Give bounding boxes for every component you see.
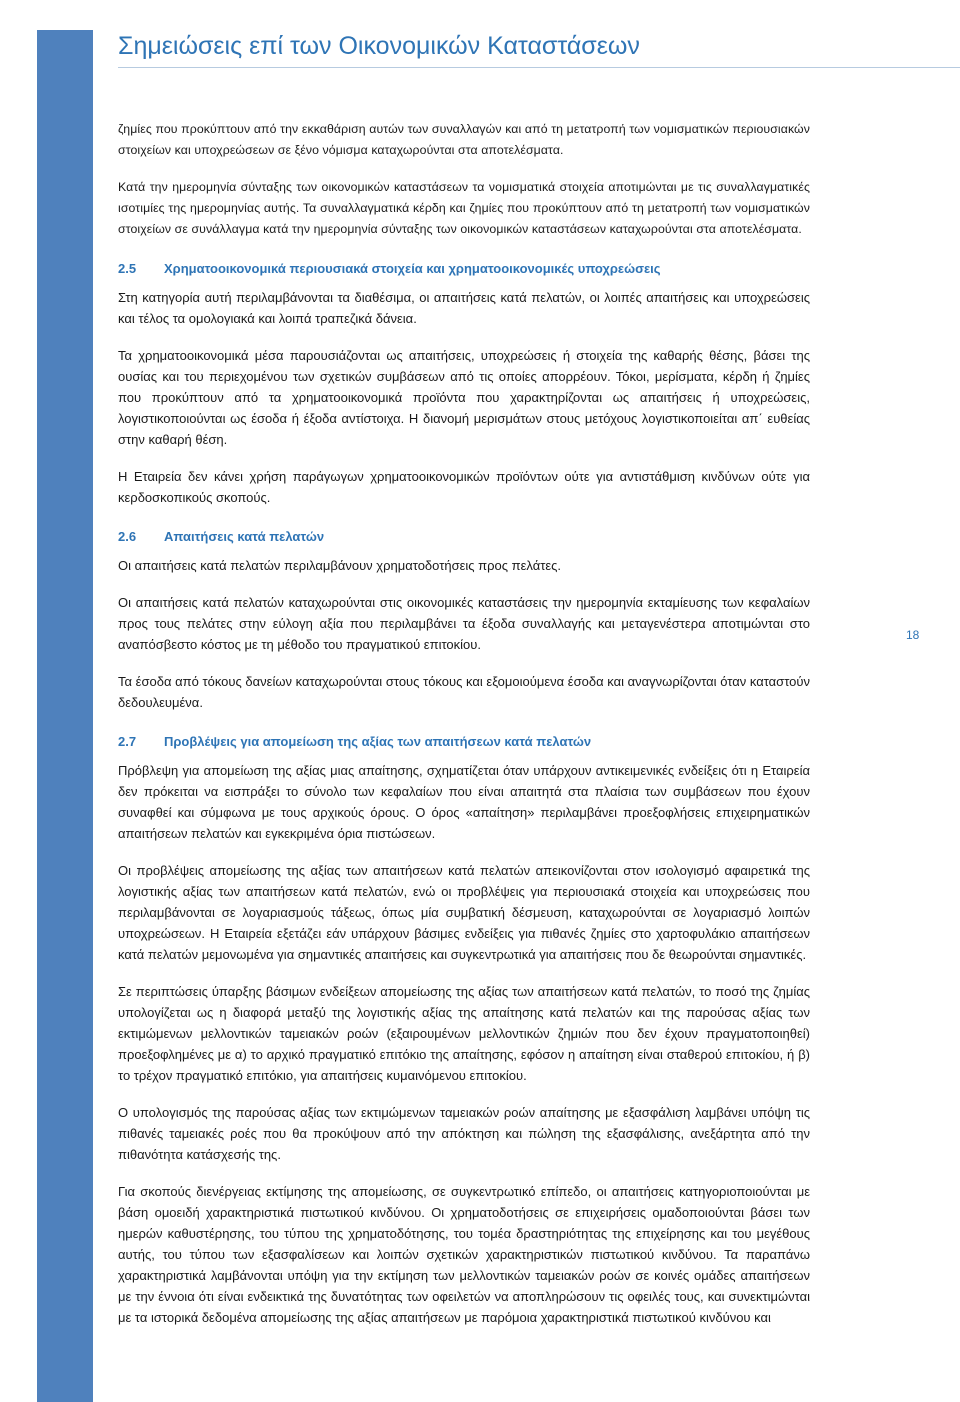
left-accent-bar [37,30,93,1402]
paragraph: Ο υπολογισμός της παρούσας αξίας των εκτιμώμενων ταμειακών ροών απαίτησης με εξασφάλιση λαμβάνει υπόψη τις πιθανές ταμειακές ροές που θα προκύψουν από την απόκτηση και πώληση της εξασφάλισης, ανεξάρτητα από την πιθανότητα κατάσχεσής της. [118,1105,810,1162]
paragraph: Οι προβλέψεις απομείωσης της αξίας των απαιτήσεων κατά πελατών απεικονίζονται στον ισολογισμό αφαιρετικά της λογιστικής αξίας των απαιτήσεων κατά πελατών, ενώ οι προβλέψεις για περιουσιακά στοιχεία και υποχρεώσεις που περιλαμβάνονται σε λογαριασμούς τάξεως, όπως μία συμβατική δέσμευση, καταχωρούνται σε λογαριασμό λοιπών υποχρεώσεων. Η Εταιρεία εξετάζει εάν υπάρχουν βάσιμες ενδείξεις για πιθανές ζημίες στο χαρτοφυλάκιο απαιτήσεων κατά πελατών μεμονωμένα για σημαντικές απαιτήσεις και συγκεντρωτικά για απαιτήσεις που δε θεωρούνται σημαντικές. [118,863,810,962]
page-title: Σημειώσεις επί των Οικονομικών Καταστάσεων [118,32,640,60]
document-body [118,119,810,1328]
section-title: Απαιτήσεις κατά πελατών [164,529,325,544]
section-heading [118,258,810,279]
paragraph: Για σκοπούς διενέργειας εκτίμησης της απομείωσης, σε συγκεντρωτικό επίπεδο, οι απαιτήσεις κατηγοριοποιούνται με βάση ομοειδή χαρακτηριστικά πιστωτικού κινδύνου. Οι χρηματοδοτήσεις σε επιχειρήσεις ομαδοποιούνται βάσει των ημερών καθυστέρησης, του τύπου της χρηματοδότησης, του τομέα δραστηριότητας της επιχείρησης και του μεγέθους αυτής, του τύπου των εξασφαλίσεων και λοιπών σχετικών χαρακτηριστικών πιστωτικού κινδύνου. Τα παραπάνω χαρακτηριστικά λαμβάνονται υπόψη για την εκτίμηση των μελλοντικών ταμειακών ροών σε κοινές ομάδες απαιτήσεων με την έννοια ότι είναι ενδεικτικά της δυνατότητας των οφειλετών να αποπληρώσουν τις οφειλές τους, και συνεκτιμώνται με τα ιστορικά δεδομένα απομείωσης της αξίας απαιτήσεων με παρόμοια χαρακτηριστικά πιστωτικού κινδύνου και [118,1184,810,1325]
paragraph [118,177,810,240]
paragraph: Σε περιπτώσεις ύπαρξης βάσιμων ενδείξεων απομείωσης της αξίας των απαιτήσεων κατά πελατών, το ποσό της ζημίας υπολογίζεται ως η διαφορά μεταξύ της λογιστικής αξίας της απαίτησης κατά πελατών και της παρούσας αξίας των εκτιμώμενων μελλοντικών ταμειακών ροών (εξαιρουμένων μελλοντικών ζημιών που δεν έχουν πραγματοποιηθεί) προεξοφλημένες με α) το αρχικό πραγματικό επιτόκιο της απαίτησης, εφόσον η απαίτηση είναι σταθερού επιτοκίου, ή β) το τρέχον πραγματικό επιτόκιο, για απαιτήσεις κυμαινόμενου επιτοκίου. [118,984,810,1083]
section-heading [118,731,810,752]
paragraph: Στη κατηγορία αυτή περιλαμβάνονται τα διαθέσιμα, οι απαιτήσεις κατά πελατών, οι λοιπές απαιτήσεις και υποχρεώσεις και τέλος τα ομολογιακά και λοιπά τραπεζικά δάνεια. [118,290,810,326]
paragraph: Πρόβλεψη για απομείωση της αξίας μιας απαίτησης, σχηματίζεται όταν υπάρχουν αντικειμενικές ενδείξεις ότι η Εταιρεία δεν πρόκειται να εισπράξει το σύνολο των κεφαλαίων που είναι απαιτητά στα πλαίσια των συμβάσεων που έχουν συναφθεί και σύμφωνα με τους αρχικούς όρους. Ο όρος «απαίτηση» περιλαμβάνει προεξοφλήσεις επιχειρηματικών απαιτήσεων πελατών και εγκεκριμένα όρια πιστώσεων. [118,763,810,841]
section-number: 2.6 [118,529,137,544]
paragraph: ζημίες που προκύπτουν από την εκκαθάριση αυτών των συναλλαγών και από τη μετατροπή των νομισματικών περιουσιακών στοιχείων και υποχρεώσεων σε ξένο νόμισμα καταχωρούνται στα αποτελέσματα. [118,122,810,157]
paragraph: Τα χρηματοοικονομικά μέσα παρουσιάζονται ως απαιτήσεις, υποχρεώσεις ή στοιχεία της καθαρής θέσης, βάσει της ουσίας και του περιεχομένου των σχετικών συμβάσεων από τις οποίες απορρέουν. Τόκοι, μερίσματα, κέρδη ή ζημίες που προκύπτουν από τα χρηματοοικονομικά προϊόντα που χαρακτηρίζονται ως απαιτήσεις ή υποχρεώσεις, λογιστικοποιούνται ως έσοδα ή έξοδα αντίστοιχα. Η διανομή μερισμάτων στους μετόχους λογιστικοποιείται απ΄ ευθείας στην καθαρή θέση. [118,348,810,447]
header-divider [118,67,960,68]
paragraph: Οι απαιτήσεις κατά πελατών περιλαμβάνουν χρηματοδοτήσεις προς πελάτες. [118,558,562,573]
paragraph-text: Τα συναλλαγματικά κέρδη και ζημίες που προκύπτουν από τη μετατροπή των νομισματικών στοιχείων σε συνάλλαγμα κατά την ημερομηνία σύνταξης των οικονομικών καταστάσεων καταχωρούνται στα αποτελέσματα. [118,201,811,236]
section-heading [118,526,810,547]
paragraph: Οι απαιτήσεις κατά πελατών καταχωρούνται στις οικονομικές καταστάσεις την ημερομηνία εκταμίευσης των κεφαλαίων προς τους πελάτες στην εύλογη αξία που περιλαμβάνει τα έξοδα συναλλαγής και μεταγενέστερα αποτιμώνται στο αναπόσβεστο κόστος με τη μέθοδο του πραγματικού επιτοκίου. [118,595,810,652]
section-title: Χρηματοοικονομικά περιουσιακά στοιχεία και χρηματοοικονομικές υποχρεώσεις [164,261,661,276]
section-number: 2.7 [118,734,137,749]
section-number: 2.5 [118,261,137,276]
paragraph: Η Εταιρεία δεν κάνει χρήση παράγωγων χρηματοοικονομικών προϊόντων ούτε για αντιστάθμιση κινδύνων ούτε για κερδοσκοπικούς σκοπούς. [118,469,810,505]
page-number: 18 [906,628,920,642]
section-title: Προβλέψεις για απομείωση της αξίας των απαιτήσεων κατά πελατών [164,734,592,749]
paragraph-text: Κατά την ημερομηνία σύνταξης των οικονομικών καταστάσεων τα νομισματικά στοιχεία αποτιμώνται με τις συναλλαγματικές ισοτιμίες της ημερομηνίας αυτής. [118,180,810,215]
paragraph: Τα έσοδα από τόκους δανείων καταχωρούνται στους τόκους και εξομοιούμενα έσοδα και αναγνωρίζονται όταν καταστούν δεδουλευμένα. [118,674,810,710]
